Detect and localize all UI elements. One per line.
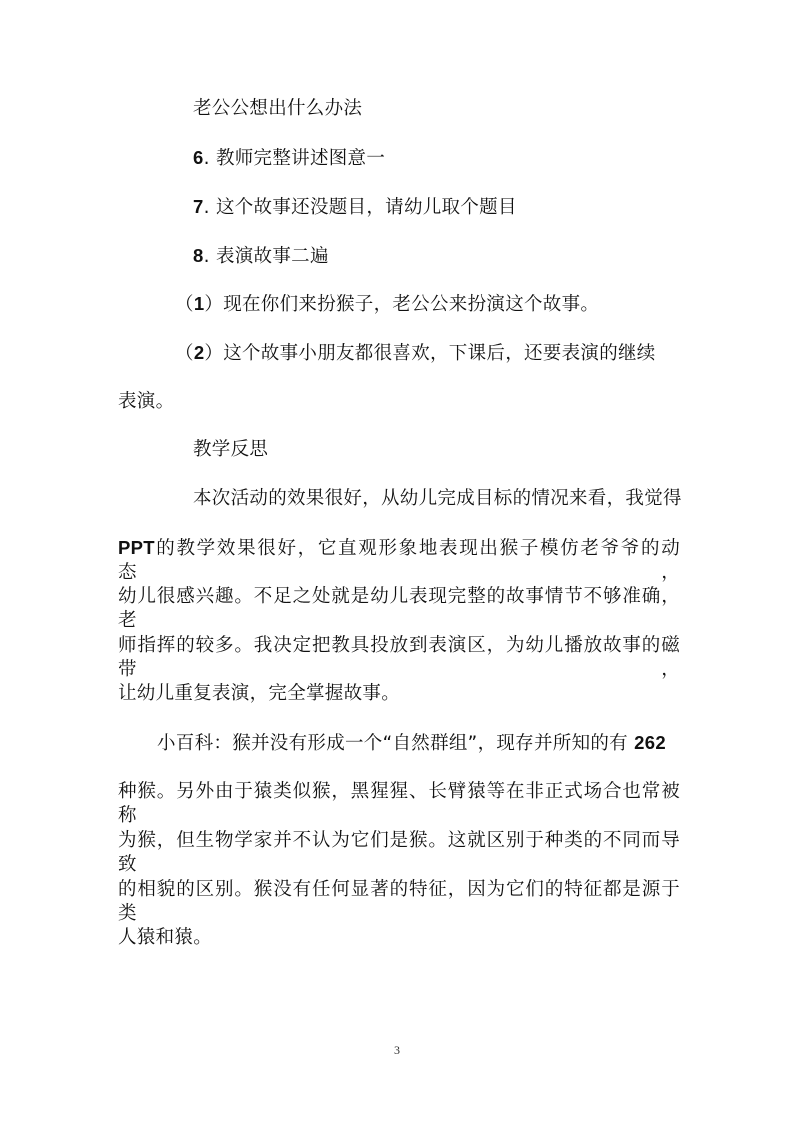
- line-text: . 这个故事还没题目，请幼儿取个题目: [203, 197, 517, 218]
- step-number: 6: [193, 147, 204, 168]
- text-line-15: [118, 780, 680, 828]
- section-heading-reflection: [193, 438, 268, 462]
- text-line-5: [175, 292, 599, 317]
- line-text: 表演。: [118, 391, 175, 412]
- text-line-10: [118, 536, 680, 585]
- line-text: 师指挥的较多。我决定把教具投放到表演区，为幼儿播放故事的磁带，: [118, 635, 680, 680]
- text-line-17: [118, 878, 680, 926]
- paren-open: （: [175, 294, 194, 315]
- text-line-4: [193, 244, 329, 269]
- text-line-3: [193, 195, 517, 220]
- text-line-9: [193, 487, 682, 511]
- sub-step-number: 1: [193, 293, 205, 314]
- line-text: 让幼儿重复表演，完全掌握故事。: [118, 683, 401, 704]
- heading-text: 教学反思: [193, 439, 269, 460]
- paren-open: （: [175, 343, 194, 364]
- text-line-12: [118, 634, 680, 682]
- text-line-6: [175, 341, 656, 366]
- line-text: 本次活动的效果很好，从幼儿完成目标的情况来看，我觉得: [193, 488, 682, 509]
- text-line-7: [118, 390, 174, 414]
- line-text: 的教学效果很好，它直观形象地表现出猴子模仿老爷爷的动态，: [118, 538, 680, 583]
- species-count: 262: [634, 732, 666, 753]
- line-text: 人猿和猿。: [118, 927, 213, 948]
- sub-step-number: 2: [193, 342, 205, 363]
- step-number: 8: [193, 245, 204, 266]
- line-text: 老公公想出什么办法: [193, 98, 363, 119]
- text-line-1: [193, 97, 362, 121]
- line-text: 为猴，但生物学家并不认为它们是猴。这就区别于种类的不同而导致: [118, 830, 680, 875]
- line-text: 种猴。另外由于猿类似猴，黑猩猩、长臂猿等在非正式场合也常被称: [118, 781, 680, 826]
- text-line-2: [193, 146, 385, 171]
- text-line-11: [118, 585, 680, 633]
- text-line-13: [118, 682, 400, 706]
- text-line-14: [157, 731, 666, 756]
- line-text: ）这个故事小朋友都很喜欢，下课后，还要表演的继续: [204, 343, 656, 364]
- step-number: 7: [193, 196, 204, 217]
- ppt-term: PPT: [118, 537, 155, 558]
- page-number: 3: [394, 1043, 400, 1057]
- line-text: 幼儿很感兴趣。不足之处就是幼儿表现完整的故事情节不够准确，老: [118, 586, 680, 631]
- line-text: ）现在你们来扮猴子，老公公来扮演这个故事。: [204, 294, 600, 315]
- line-text: . 教师完整讲述图意一: [203, 148, 386, 169]
- text-line-18: [118, 926, 212, 950]
- line-text: 小百科：猴并没有形成一个“自然群组”，现存并所知的有: [157, 733, 628, 754]
- text-line-16: [118, 829, 680, 877]
- line-text: 的相貌的区别。猴没有任何显著的特征，因为它们的特征都是源于类: [118, 879, 680, 924]
- line-text: . 表演故事二遍: [203, 246, 329, 267]
